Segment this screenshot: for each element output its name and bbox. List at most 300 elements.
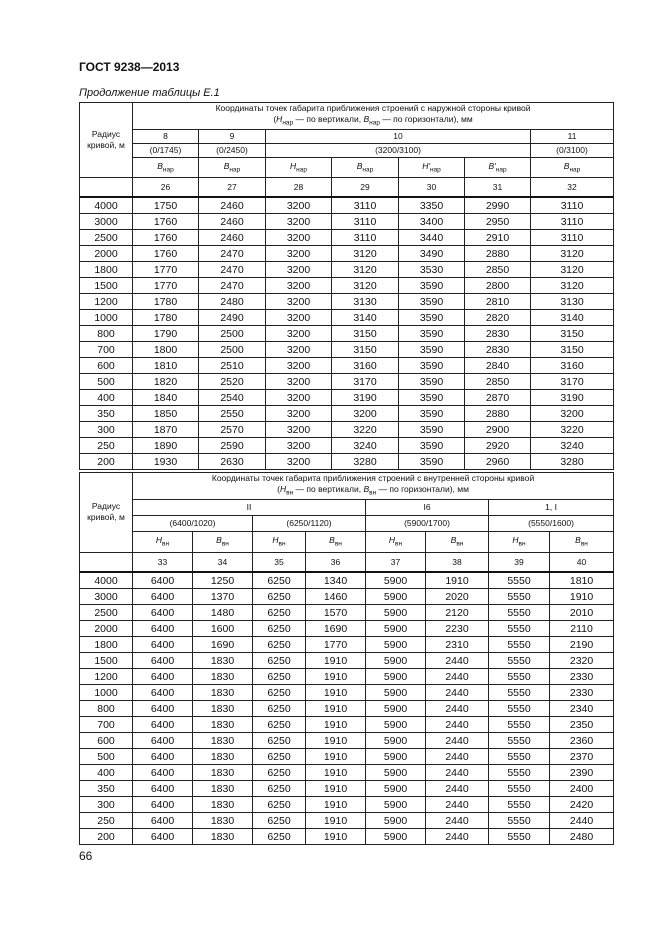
value-cell: 6400 (133, 653, 193, 669)
value-cell: 2490 (199, 310, 266, 326)
radius-cell: 600 (80, 733, 133, 749)
value-cell: 2520 (199, 374, 266, 390)
gauge-label: 1, I (489, 499, 614, 515)
radius-cell: 2500 (80, 605, 133, 621)
value-cell: 1910 (306, 765, 366, 781)
value-cell: 2420 (550, 797, 614, 813)
value-cell: 2850 (465, 262, 531, 278)
param-symbol: $H_{вн}$ (489, 531, 550, 552)
value-cell: 6250 (253, 685, 306, 701)
value-cell: 2500 (199, 342, 266, 358)
column-number: 40 (550, 552, 614, 572)
value-cell: 5550 (489, 572, 550, 589)
value-cell: 3590 (399, 454, 465, 470)
value-cell: 3590 (399, 326, 465, 342)
value-cell: 5550 (489, 733, 550, 749)
value-cell: 3590 (399, 422, 465, 438)
radius-cell: 4000 (80, 572, 133, 589)
value-cell: 6400 (133, 621, 193, 637)
value-cell: 5900 (366, 733, 426, 749)
outer-gauge-table (79, 102, 614, 470)
column-number: 39 (489, 552, 550, 572)
value-cell: 5550 (489, 621, 550, 637)
value-cell: 3140 (332, 310, 399, 326)
value-cell: 1690 (306, 621, 366, 637)
value-cell: 1770 (306, 637, 366, 653)
radius-cell: 1800 (80, 262, 133, 278)
value-cell: 1890 (133, 438, 199, 454)
table-row (80, 589, 614, 605)
value-cell: 3110 (332, 230, 399, 246)
gauge-dims: (3200/3100) (266, 143, 531, 157)
gauge-dims: (0/1745) (133, 143, 199, 157)
inner-group-title: Координаты точек габарита приближения строений с внутренней стороны кривой (211, 473, 535, 483)
table-row (80, 797, 614, 813)
value-cell: 1910 (306, 781, 366, 797)
value-cell: 3160 (531, 358, 614, 374)
value-cell: 2340 (550, 701, 614, 717)
value-cell: 6400 (133, 829, 193, 845)
radius-cell: 500 (80, 749, 133, 765)
value-cell: 5900 (366, 653, 426, 669)
value-cell: 2440 (426, 717, 489, 733)
document-title: ГОСТ 9238—2013 (79, 60, 180, 74)
radius-cell: 300 (80, 797, 133, 813)
value-cell: 5550 (489, 749, 550, 765)
value-cell: 5550 (489, 765, 550, 781)
table-row (80, 733, 614, 749)
value-cell: 1910 (306, 701, 366, 717)
value-cell: 5550 (489, 589, 550, 605)
value-cell: 3590 (399, 342, 465, 358)
value-cell: 1780 (133, 294, 199, 310)
value-cell: 3200 (266, 214, 332, 230)
gauge-label: II (133, 499, 366, 515)
param-symbol: $B_{нар}$ (199, 157, 266, 177)
value-cell: 6250 (253, 669, 306, 685)
value-cell: 5900 (366, 749, 426, 765)
value-cell: 3200 (266, 246, 332, 262)
table-row (80, 813, 614, 829)
value-cell: 5900 (366, 781, 426, 797)
value-cell: 3120 (531, 278, 614, 294)
value-cell: 5900 (366, 813, 426, 829)
param-symbol: $H'_{нар}$ (399, 157, 465, 177)
value-cell: 2800 (465, 278, 531, 294)
value-cell: 1830 (193, 749, 253, 765)
radius-cell: 1000 (80, 310, 133, 326)
column-number: 31 (465, 177, 531, 197)
table-row (80, 197, 614, 214)
value-cell: 5900 (366, 669, 426, 685)
value-cell: 2110 (550, 621, 614, 637)
value-cell: 5900 (366, 829, 426, 845)
value-cell: 3220 (531, 422, 614, 438)
value-cell: 1800 (133, 342, 199, 358)
radius-header: Радиус кривой, м (80, 103, 133, 178)
radius-cell: 700 (80, 342, 133, 358)
radius-cell: 500 (80, 374, 133, 390)
value-cell: 1910 (306, 829, 366, 845)
table-row (80, 605, 614, 621)
value-cell: 5550 (489, 685, 550, 701)
value-cell: 5550 (489, 829, 550, 845)
value-cell: 1910 (306, 797, 366, 813)
table-row (80, 326, 614, 342)
value-cell: 5550 (489, 701, 550, 717)
column-number: 32 (531, 177, 614, 197)
value-cell: 3200 (266, 310, 332, 326)
radius-cell: 4000 (80, 197, 133, 214)
value-cell: 2850 (465, 374, 531, 390)
value-cell: 6250 (253, 637, 306, 653)
value-cell: 5900 (366, 589, 426, 605)
value-cell: 2880 (465, 406, 531, 422)
radius-cell: 400 (80, 765, 133, 781)
radius-cell: 250 (80, 438, 133, 454)
value-cell: 3590 (399, 294, 465, 310)
value-cell: 1830 (193, 829, 253, 845)
value-cell: 6250 (253, 589, 306, 605)
value-cell: 6250 (253, 813, 306, 829)
value-cell: 2830 (465, 326, 531, 342)
value-cell: 6250 (253, 829, 306, 845)
value-cell: 3120 (332, 262, 399, 278)
value-cell: 6250 (253, 781, 306, 797)
table-row (80, 749, 614, 765)
value-cell: 1460 (306, 589, 366, 605)
value-cell: 6400 (133, 669, 193, 685)
value-cell: 1830 (193, 653, 253, 669)
value-cell: 3130 (332, 294, 399, 310)
value-cell: 3120 (332, 246, 399, 262)
value-cell: 3150 (332, 326, 399, 342)
radius-cell: 1500 (80, 653, 133, 669)
value-cell: 2550 (199, 406, 266, 422)
column-number: 36 (306, 552, 366, 572)
table-row (80, 310, 614, 326)
param-symbol: $H_{нар}$ (266, 157, 332, 177)
param-symbol: $B_{нар}$ (531, 157, 614, 177)
gauge-dims: (0/2450) (199, 143, 266, 157)
value-cell: 2230 (426, 621, 489, 637)
table-row (80, 829, 614, 845)
table-row (80, 294, 614, 310)
value-cell: 1910 (306, 749, 366, 765)
value-cell: 6400 (133, 572, 193, 589)
inner-table-body (80, 572, 614, 845)
value-cell: 6250 (253, 653, 306, 669)
radius-cell: 250 (80, 813, 133, 829)
value-cell: 2950 (465, 214, 531, 230)
value-cell: 3200 (332, 406, 399, 422)
value-cell: 5900 (366, 637, 426, 653)
value-cell: 3150 (531, 342, 614, 358)
value-cell: 6400 (133, 765, 193, 781)
radius-cell: 700 (80, 717, 133, 733)
value-cell: 2900 (465, 422, 531, 438)
value-cell: 3200 (266, 294, 332, 310)
value-cell: 6400 (133, 717, 193, 733)
value-cell: 5550 (489, 717, 550, 733)
value-cell: 3200 (266, 438, 332, 454)
value-cell: 3400 (399, 214, 465, 230)
value-cell: 2020 (426, 589, 489, 605)
value-cell: 5550 (489, 637, 550, 653)
gauge-dims: (6400/1020) (133, 515, 253, 531)
value-cell: 2870 (465, 390, 531, 406)
value-cell: 1910 (306, 813, 366, 829)
value-cell: 1910 (306, 717, 366, 733)
value-cell: 3490 (399, 246, 465, 262)
value-cell: 1820 (133, 374, 199, 390)
table-continuation-caption: Продолжение таблицы Е.1 (79, 87, 220, 99)
value-cell: 3440 (399, 230, 465, 246)
value-cell: 1830 (193, 685, 253, 701)
value-cell: 2480 (199, 294, 266, 310)
value-cell: 2510 (199, 358, 266, 374)
table-row (80, 406, 614, 422)
value-cell: 6400 (133, 813, 193, 829)
table-row (80, 572, 614, 589)
value-cell: 3190 (332, 390, 399, 406)
value-cell: 3590 (399, 406, 465, 422)
radius-cell: 2500 (80, 230, 133, 246)
value-cell: 2330 (550, 685, 614, 701)
value-cell: 2590 (199, 438, 266, 454)
value-cell: 2540 (199, 390, 266, 406)
value-cell: 1830 (193, 733, 253, 749)
gauge-dims: (5550/1600) (489, 515, 614, 531)
value-cell: 1250 (193, 572, 253, 589)
value-cell: 1810 (133, 358, 199, 374)
value-cell: 3240 (332, 438, 399, 454)
radius-header: Радиус кривой, м (80, 473, 133, 553)
value-cell: 2440 (550, 813, 614, 829)
value-cell: 6400 (133, 733, 193, 749)
value-cell: 2390 (550, 765, 614, 781)
value-cell: 1780 (133, 310, 199, 326)
table-row (80, 422, 614, 438)
value-cell: 2500 (199, 326, 266, 342)
radius-cell: 1200 (80, 669, 133, 685)
radius-cell: 300 (80, 422, 133, 438)
value-cell: 1570 (306, 605, 366, 621)
value-cell: 5900 (366, 605, 426, 621)
value-cell: 2440 (426, 653, 489, 669)
radius-cell: 1800 (80, 637, 133, 653)
value-cell: 2840 (465, 358, 531, 374)
value-cell: 5550 (489, 797, 550, 813)
value-cell: 1770 (133, 278, 199, 294)
value-cell: 5900 (366, 572, 426, 589)
value-cell: 3150 (332, 342, 399, 358)
value-cell: 2440 (426, 829, 489, 845)
outer-group-header (133, 103, 614, 130)
param-symbol: $B_{нар}$ (332, 157, 399, 177)
value-cell: 5550 (489, 781, 550, 797)
value-cell: 1340 (306, 572, 366, 589)
table-row (80, 701, 614, 717)
radius-cell: 800 (80, 326, 133, 342)
value-cell: 1830 (193, 669, 253, 685)
empty-cell (80, 177, 133, 197)
value-cell: 1480 (193, 605, 253, 621)
inner-gauge-table (79, 472, 614, 845)
radius-cell: 1000 (80, 685, 133, 701)
value-cell: 3200 (266, 422, 332, 438)
outer-table-body (80, 197, 614, 470)
value-cell: 1910 (306, 733, 366, 749)
value-cell: 2570 (199, 422, 266, 438)
value-cell: 5900 (366, 621, 426, 637)
gauge-label: 11 (531, 129, 614, 143)
param-symbol: $H_{вн}$ (366, 531, 426, 552)
table-row (80, 637, 614, 653)
value-cell: 1840 (133, 390, 199, 406)
value-cell: 1370 (193, 589, 253, 605)
radius-cell: 3000 (80, 214, 133, 230)
value-cell: 1830 (193, 797, 253, 813)
table-row (80, 278, 614, 294)
value-cell: 3530 (399, 262, 465, 278)
value-cell: 5900 (366, 701, 426, 717)
outer-group-title: Координаты точек габарита приближения строений с наружной стороны кривой (215, 103, 531, 113)
value-cell: 5550 (489, 605, 550, 621)
param-symbol: $B'_{нар}$ (465, 157, 531, 177)
value-cell: 3170 (531, 374, 614, 390)
value-cell: 5550 (489, 669, 550, 685)
value-cell: 2830 (465, 342, 531, 358)
value-cell: 3120 (332, 278, 399, 294)
param-symbol: $B_{вн}$ (426, 531, 489, 552)
value-cell: 1690 (193, 637, 253, 653)
value-cell: 5900 (366, 717, 426, 733)
value-cell: 3200 (266, 358, 332, 374)
radius-cell: 600 (80, 358, 133, 374)
table-row (80, 438, 614, 454)
value-cell: 1750 (133, 197, 199, 214)
value-cell: 2370 (550, 749, 614, 765)
value-cell: 1830 (193, 781, 253, 797)
value-cell: 3200 (266, 374, 332, 390)
value-cell: 2820 (465, 310, 531, 326)
value-cell: 3590 (399, 278, 465, 294)
value-cell: 6250 (253, 621, 306, 637)
value-cell: 2990 (465, 197, 531, 214)
gauge-label: 8 (133, 129, 199, 143)
radius-cell: 800 (80, 701, 133, 717)
value-cell: 2350 (550, 717, 614, 733)
value-cell: 6400 (133, 781, 193, 797)
param-symbol: $B_{вн}$ (193, 531, 253, 552)
radius-cell: 3000 (80, 589, 133, 605)
outer-group-note: ($H_{нар}$ — по вертикали, $B_{нар}$ — по горизонтали), мм (273, 114, 473, 127)
radius-cell: 1500 (80, 278, 133, 294)
value-cell: 3110 (531, 214, 614, 230)
value-cell: 3170 (332, 374, 399, 390)
value-cell: 6400 (133, 797, 193, 813)
value-cell: 2440 (426, 797, 489, 813)
radius-cell: 1200 (80, 294, 133, 310)
gauge-label: I6 (366, 499, 489, 515)
radius-cell: 2000 (80, 621, 133, 637)
column-number: 34 (193, 552, 253, 572)
value-cell: 6400 (133, 685, 193, 701)
value-cell: 2630 (199, 454, 266, 470)
value-cell: 3200 (266, 342, 332, 358)
empty-cell (80, 552, 133, 572)
value-cell: 2460 (199, 214, 266, 230)
value-cell: 1910 (426, 572, 489, 589)
value-cell: 6250 (253, 717, 306, 733)
value-cell: 2190 (550, 637, 614, 653)
value-cell: 2400 (550, 781, 614, 797)
value-cell: 2310 (426, 637, 489, 653)
value-cell: 6250 (253, 605, 306, 621)
value-cell: 3130 (531, 294, 614, 310)
value-cell: 3200 (266, 326, 332, 342)
value-cell: 3190 (531, 390, 614, 406)
radius-cell: 2000 (80, 246, 133, 262)
value-cell: 1810 (550, 572, 614, 589)
value-cell: 3110 (531, 230, 614, 246)
value-cell: 1790 (133, 326, 199, 342)
column-number: 30 (399, 177, 465, 197)
value-cell: 3200 (266, 230, 332, 246)
gauge-dims: (0/3100) (531, 143, 614, 157)
gauge-dims: (6250/1120) (253, 515, 366, 531)
value-cell: 2440 (426, 781, 489, 797)
value-cell: 1760 (133, 230, 199, 246)
column-number: 38 (426, 552, 489, 572)
value-cell: 3590 (399, 390, 465, 406)
value-cell: 3110 (332, 214, 399, 230)
value-cell: 5900 (366, 685, 426, 701)
value-cell: 3110 (332, 197, 399, 214)
gauge-label: 10 (266, 129, 531, 143)
value-cell: 6250 (253, 733, 306, 749)
value-cell: 3590 (399, 310, 465, 326)
table-row (80, 246, 614, 262)
value-cell: 3590 (399, 438, 465, 454)
value-cell: 2120 (426, 605, 489, 621)
table-row (80, 454, 614, 470)
value-cell: 1830 (193, 701, 253, 717)
table-row (80, 621, 614, 637)
column-number: 29 (332, 177, 399, 197)
inner-group-note: ($H_{вн}$ — по вертикали, $B_{вн}$ — по горизонтали), мм (277, 484, 469, 497)
radius-cell: 400 (80, 390, 133, 406)
value-cell: 3590 (399, 374, 465, 390)
value-cell: 2440 (426, 685, 489, 701)
value-cell: 2440 (426, 749, 489, 765)
value-cell: 3590 (399, 358, 465, 374)
value-cell: 6250 (253, 701, 306, 717)
radius-cell: 200 (80, 454, 133, 470)
value-cell: 2440 (426, 733, 489, 749)
value-cell: 2470 (199, 278, 266, 294)
value-cell: 3200 (266, 197, 332, 214)
table-row (80, 653, 614, 669)
value-cell: 3200 (266, 262, 332, 278)
value-cell: 2440 (426, 669, 489, 685)
value-cell: 3200 (266, 390, 332, 406)
value-cell: 3200 (266, 278, 332, 294)
value-cell: 2460 (199, 197, 266, 214)
column-number: 33 (133, 552, 193, 572)
value-cell: 1770 (133, 262, 199, 278)
